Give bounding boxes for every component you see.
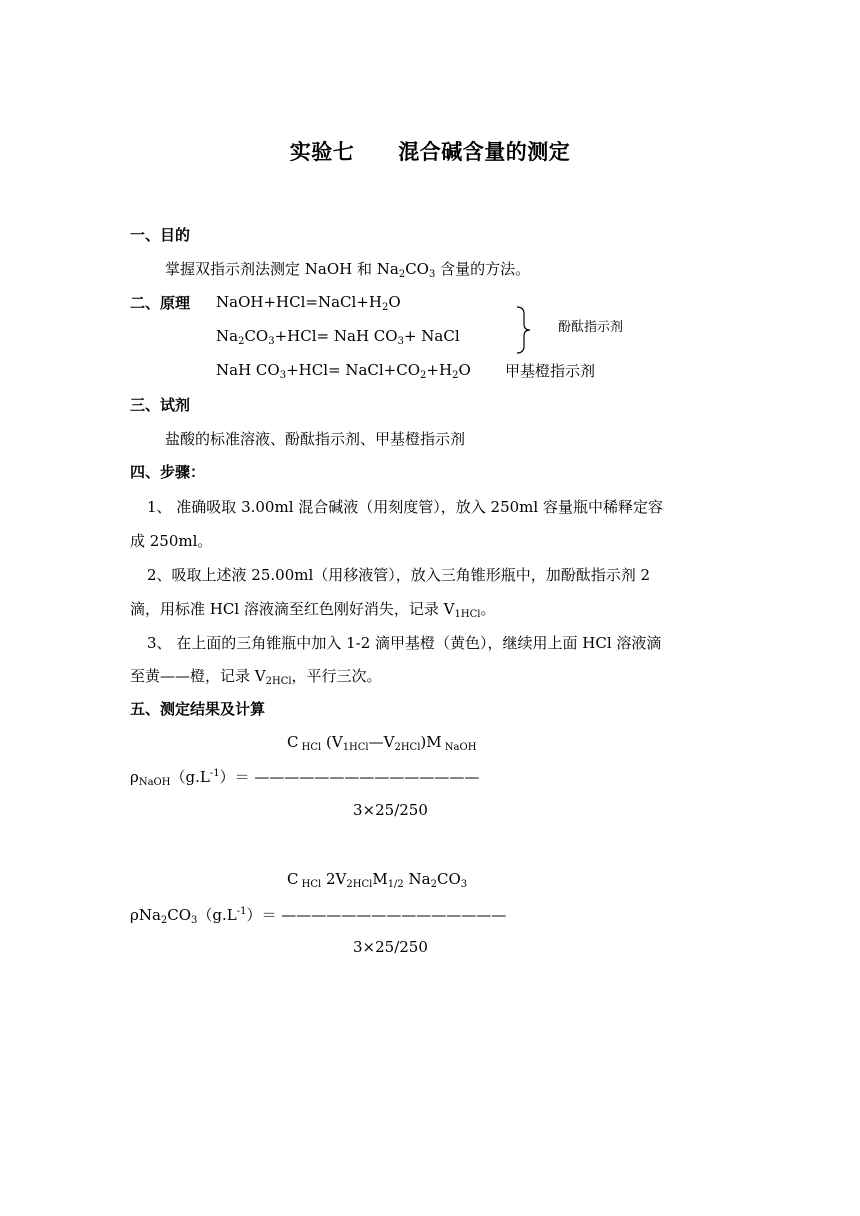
step-3-line-1: 3、 在上面的三角锥瓶中加入 1-2 滴甲基橙（黄色），继续用上面 HCl 溶液滴 (147, 634, 662, 652)
formula-2-denominator: 3×25/250 (353, 938, 428, 956)
formula-1-numerator: C $_{HCl}$ $(V_{1HCl}—V_{2HCl})M$ $_{NaOH}$ (287, 733, 477, 753)
equation-2: $Na_2CO_3+HCl=$ NaH $CO_3+$ NaCl (216, 327, 460, 347)
step-3-line-2: 至黄——橙，记录 $V_{2HCl}$，平行三次。 (130, 667, 382, 687)
indicator-phenolphthalein: 酚酞指示剂 (558, 320, 624, 335)
formula-2-lhs: $\rho Na_2CO_3(g.L^{-1})=$ ——————————————— (130, 906, 507, 926)
section-heading-results: 五、测定结果及计算 (130, 700, 266, 718)
step-1-line-1: 1、 准确吸取 3.00ml 混合碱液（用刻度管），放入 250ml 容量瓶中稀释定容 (147, 498, 663, 516)
right-brace (514, 306, 534, 354)
equation-1: $NaOH+HCl=NaCl+H_2O$ (216, 293, 401, 313)
step-2-line-1: 2、吸取上述液 25.00ml（用移液管），放入三角锥形瓶中，加酚酞指示剂 2 (147, 566, 651, 584)
purpose-text: 掌握双指示剂法测定 NaOH 和 $Na_2CO_3$ 含量的方法。 (165, 260, 531, 280)
equation-3: NaH $CO_3+HCl=$ $NaCl+CO_2+H_2O$ (216, 361, 471, 381)
page-title (0, 136, 860, 166)
formula-1-lhs: $\rho_{NaOH}(g.L^{-1})=$ ——————————————— (130, 768, 480, 788)
formula-2-numerator: C $_{HCl}$ $2V_{2HCl}M_{1/2}$ $Na_2CO_3$ (287, 870, 468, 890)
formula-1-denominator: 3×25/250 (353, 801, 428, 819)
section-heading-steps: 四、步骤： (130, 463, 206, 481)
reagents-text: 盐酸的标准溶液、酚酞指示剂、甲基橙指示剂 (165, 430, 466, 448)
section-heading-principle: 二、原理 (130, 294, 191, 312)
step-1-line-2: 成 250ml。 (130, 532, 213, 550)
title-experiment-number: 实验七 (289, 140, 355, 164)
section-heading-reagents: 三、试剂 (130, 396, 191, 414)
title-experiment-name: 混合碱含量的测定 (398, 140, 571, 164)
section-heading-purpose: 一、目的 (130, 226, 191, 244)
step-2-line-2: 滴，用标准 HCl 溶液滴至红色刚好消失，记录 $V_{1HCl}$。 (130, 600, 496, 620)
indicator-methyl-orange: 甲基橙指示剂 (505, 362, 596, 380)
